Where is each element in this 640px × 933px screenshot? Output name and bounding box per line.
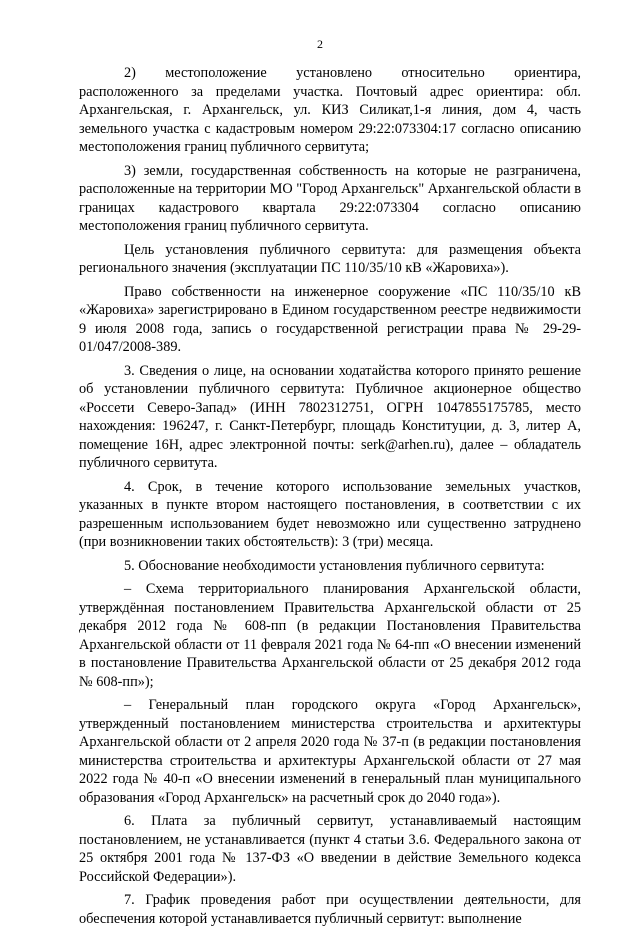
paragraph-servitude-purpose: Цель установления публичного сервитута: для размещения объекта регионального значения (эксплуатации ПС 110/35/10 кВ «Жаровиха»). — [79, 241, 581, 276]
paragraph-fee: 6. Плата за публичный сервитут, устанавливаемый настоящим постановлением, не устанавливается (пункт 4 статьи 3.6. Федерального закона от 25 октября 2001 года № 137-ФЗ «О введении в действие Земельного кодекса Российской Федерации»). — [79, 813, 581, 885]
paragraph-justification-heading: 5. Обоснование необходимости установления публичного сервитута: — [124, 557, 545, 574]
paragraph-work-schedule: 7. График проведения работ при осуществлении деятельности, для обеспечения которой устанавливается публичный сервитут: выполнение — [79, 892, 581, 927]
paragraph-ownership-right: Право собственности на инженерное сооружение «ПС 110/35/10 кВ «Жаровиха» зарегистрировано в Едином государственном реестре недвижимости 9 июля 2008 года, запись о государственной регистрации права № 29-29-01/047/2008-389. — [79, 283, 581, 355]
document-body — [79, 64, 581, 933]
page-number: 2 — [317, 37, 323, 51]
paragraph-term: 4. Срок, в течение которого использование земельных участков, указанных в пункте втором настоящего постановления, в соответствии с их разрешенным использованием будет невозможно или существенно затруднено (при возникновении таких обстоятельств): 3 (три) месяца. — [79, 478, 581, 550]
paragraph-territorial-scheme: – Схема территориального планирования Архангельской области, утверждённая постановлением Правительства Архангельской области от 25 декабря 2012 года № 608-пп (в редакции Постановления Правительства Архангельской области от 11 февраля 2021 года № 64-пп «О внесении изменений в постановление Правительства Архангельской области от 25 декабря 2012 года № 608-пп»); — [79, 581, 581, 690]
paragraph-state-lands: 3) земли, государственная собственность на которые не разграничена, расположенные на территории МО "Город Архангельск" Архангельской области в границах кадастрового квартала 29:22:073304 согласно описанию местоположения границ публичного сервитута. — [79, 162, 581, 234]
paragraph-general-plan: – Генеральный план городского округа «Город Архангельск», утвержденный постановлением министерства строительства и архитектуры Архангельской области от 2 апреля 2020 года № 37-п (в редакции постановления министерства строительства и архитектуры Архангельской области от 27 мая 2022 года № 40-п «О внесении изменений в генеральный план муниципального образования «Город Архангельск» на расчетный срок до 2040 года»). — [79, 697, 581, 806]
paragraph-location-orientir: 2) местоположение установлено относительно ориентира, расположенного за пределами участка. Почтовый адрес ориентира: обл. Архангельская, г. Архангельск, ул. КИЗ Силикат,1-я линия, дом 4, часть земельного участка с кадастровым номером 29:22:073304:17 согласно описанию местоположения границ публичного сервитута; — [79, 65, 581, 155]
paragraph-applicant-info: 3. Сведения о лице, на основании ходатайства которого принято решение об установлении публичного сервитута: Публичное акционерное общество «Россети Северо-Запад» (ИНН 7802312751, ОГРН 1047855175785, место нахождения: 196247, г. Санкт-Петербург, площадь Конституции, д. 3, литер А, помещение 16Н, адрес электронной почты: serk@arhen.ru), далее – обладатель публичного сервитута. — [79, 362, 581, 471]
